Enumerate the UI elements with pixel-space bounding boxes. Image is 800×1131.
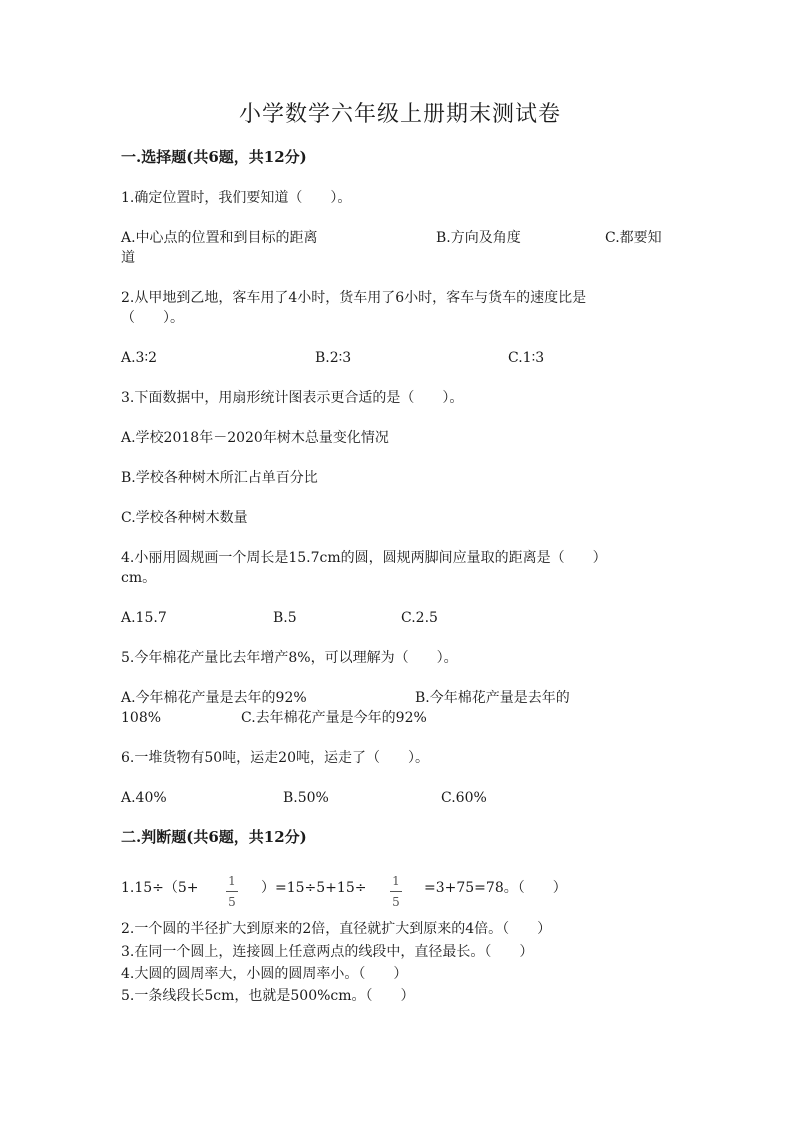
- s2-q2: 2.一个圆的半径扩大到原来的2倍，直径就扩大到原来的4倍。（ ）: [121, 921, 552, 937]
- s1-q4-option-a: A.15.7: [121, 610, 167, 626]
- s2-q1-part3: =3+75=78。（ ）: [424, 880, 567, 896]
- s1-q1-option-a: A.中心点的位置和到目标的距离: [121, 230, 318, 246]
- s1-q4-stem: 4.小丽用圆规画一个周长是15.7cm的圆，圆规两脚间应量取的距离是（ ）: [121, 550, 607, 566]
- s1-q4-option-b: B.5: [273, 610, 297, 626]
- section1-heading: 一.选择题(共6题，共12分): [121, 148, 307, 166]
- s1-q4-stem-cont: cm。: [121, 570, 157, 586]
- s1-q6-stem: 6.一堆货物有50吨，运走20吨，运走了（ ）。: [121, 750, 429, 766]
- s2-q1-fraction2: [389, 874, 403, 909]
- page-title: 小学数学六年级上册期末测试卷: [238, 102, 561, 127]
- s1-q2-stem-cont: （ ）。: [121, 310, 184, 326]
- s1-q4-option-c: C.2.5: [401, 610, 438, 626]
- s1-q5-option-c: C.去年棉花产量是今年的92%: [241, 710, 427, 726]
- s2-q4: 4.大圆的圆周率大，小圆的圆周率小。（ ）: [121, 966, 408, 982]
- s2-q1-fraction2-numerator: 1: [392, 874, 400, 888]
- s1-q1-option-c: C.都要知: [605, 230, 662, 246]
- s1-q5-option-b: B.今年棉花产量是去年的: [415, 690, 570, 706]
- s1-q5-option-b-cont: 108%: [121, 710, 162, 726]
- s2-q3: 3.在同一个圆上，连接圆上任意两点的线段中，直径最长。（ ）: [121, 944, 534, 960]
- s1-q3-stem: 3.下面数据中，用扇形统计图表示更合适的是（ ）。: [121, 390, 464, 406]
- s1-q6-option-c: C.60%: [441, 790, 487, 806]
- s1-q2-option-b: B.2∶3: [315, 350, 352, 366]
- s1-q1-option-b: B.方向及角度: [436, 230, 521, 246]
- s1-q6-option-b: B.50%: [283, 790, 329, 806]
- fraction-bar: [390, 891, 402, 892]
- s2-q5: 5.一条线段长5cm，也就是500%cm。（ ）: [121, 988, 415, 1004]
- fraction-bar: [226, 891, 238, 892]
- s1-q2-option-c: C.1∶3: [508, 350, 545, 366]
- s1-q1-option-c-cont: 道: [121, 250, 135, 266]
- s2-q1-fraction1: [225, 874, 239, 909]
- s1-q2-option-a: A.3∶2: [121, 350, 158, 366]
- s2-q1-part1: 1.15÷（5+: [121, 880, 199, 896]
- s2-q1-fraction2-denominator: 5: [392, 895, 400, 909]
- s1-q3-option-b: B.学校各种树木所汇占单百分比: [121, 470, 318, 486]
- s1-q3-option-c: C.学校各种树木数量: [121, 510, 248, 526]
- s1-q2-stem: 2.从甲地到乙地，客车用了4小时，货车用了6小时，客车与货车的速度比是: [121, 290, 587, 306]
- s1-q3-option-a: A.学校2018年－2020年树木总量变化情况: [121, 430, 389, 446]
- s2-q1-fraction1-denominator: 5: [228, 895, 236, 909]
- section2-heading: 二.判断题(共6题，共12分): [121, 828, 307, 846]
- s2-q1-part2: ）=15÷5+15÷: [261, 880, 367, 896]
- s1-q5-option-a: A.今年棉花产量是去年的92%: [121, 690, 307, 706]
- s1-q6-option-a: A.40%: [121, 790, 167, 806]
- s1-q5-stem: 5.今年棉花产量比去年增产8%，可以理解为（ ）。: [121, 650, 458, 666]
- s2-q1-fraction1-numerator: 1: [228, 874, 236, 888]
- s1-q1-stem: 1.确定位置时，我们要知道（ ）。: [121, 190, 352, 206]
